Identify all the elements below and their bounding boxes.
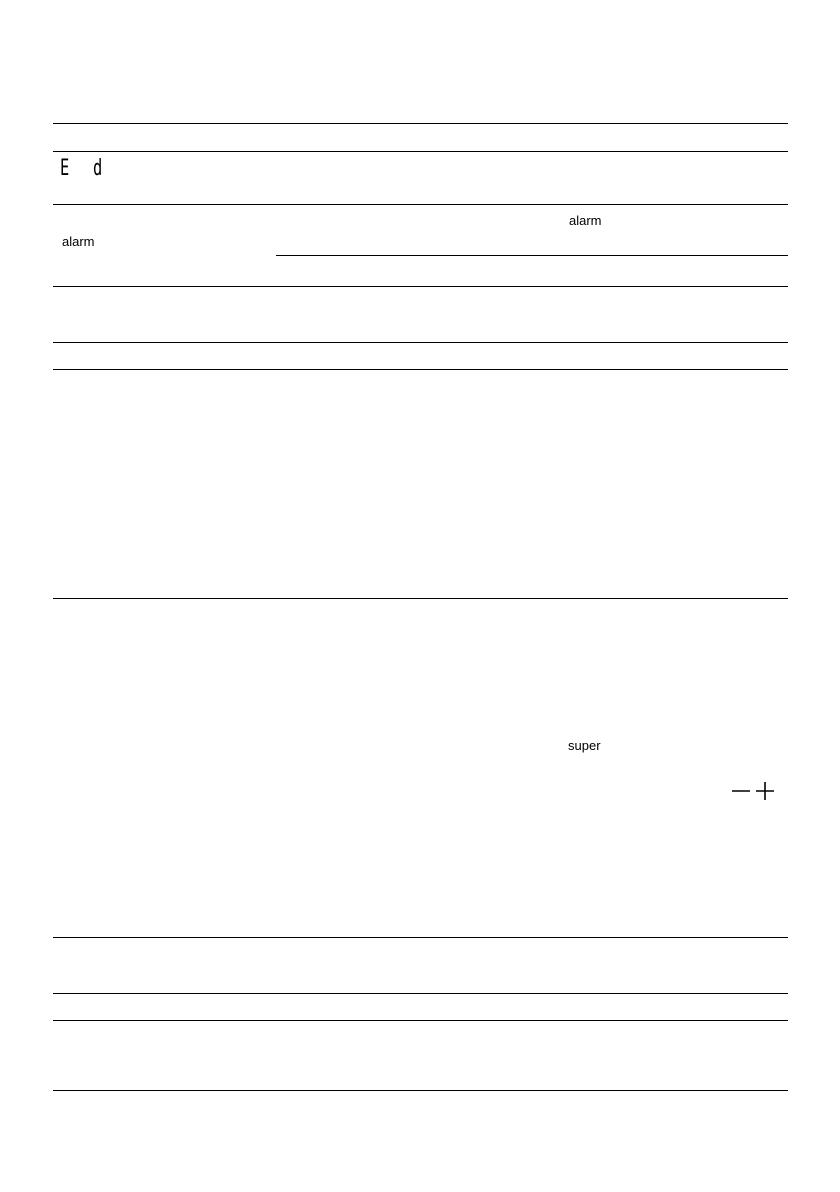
alarm-label-right: alarm — [569, 213, 602, 228]
table-rule-row-8 — [53, 1020, 788, 1021]
table-rule-row-3 — [53, 342, 788, 343]
super-label: super — [568, 738, 601, 753]
plus-icon — [755, 781, 775, 801]
table-rule-row-1 — [53, 204, 788, 205]
table-rule-row-6 — [53, 937, 788, 938]
table-rule-row-5 — [53, 598, 788, 599]
table-rule-row-4 — [53, 369, 788, 370]
table-rule-subrow — [276, 255, 788, 256]
error-code-char-d: d — [93, 156, 103, 181]
table-rule-row-2 — [53, 286, 788, 287]
table-rule-header — [53, 151, 788, 152]
error-code-char-e: E — [60, 156, 70, 181]
table-rule-top — [53, 123, 788, 124]
alarm-label-left: alarm — [62, 234, 95, 249]
table-rule-row-7 — [53, 993, 788, 994]
minus-icon — [731, 781, 751, 801]
table-rule-bottom — [53, 1090, 788, 1091]
